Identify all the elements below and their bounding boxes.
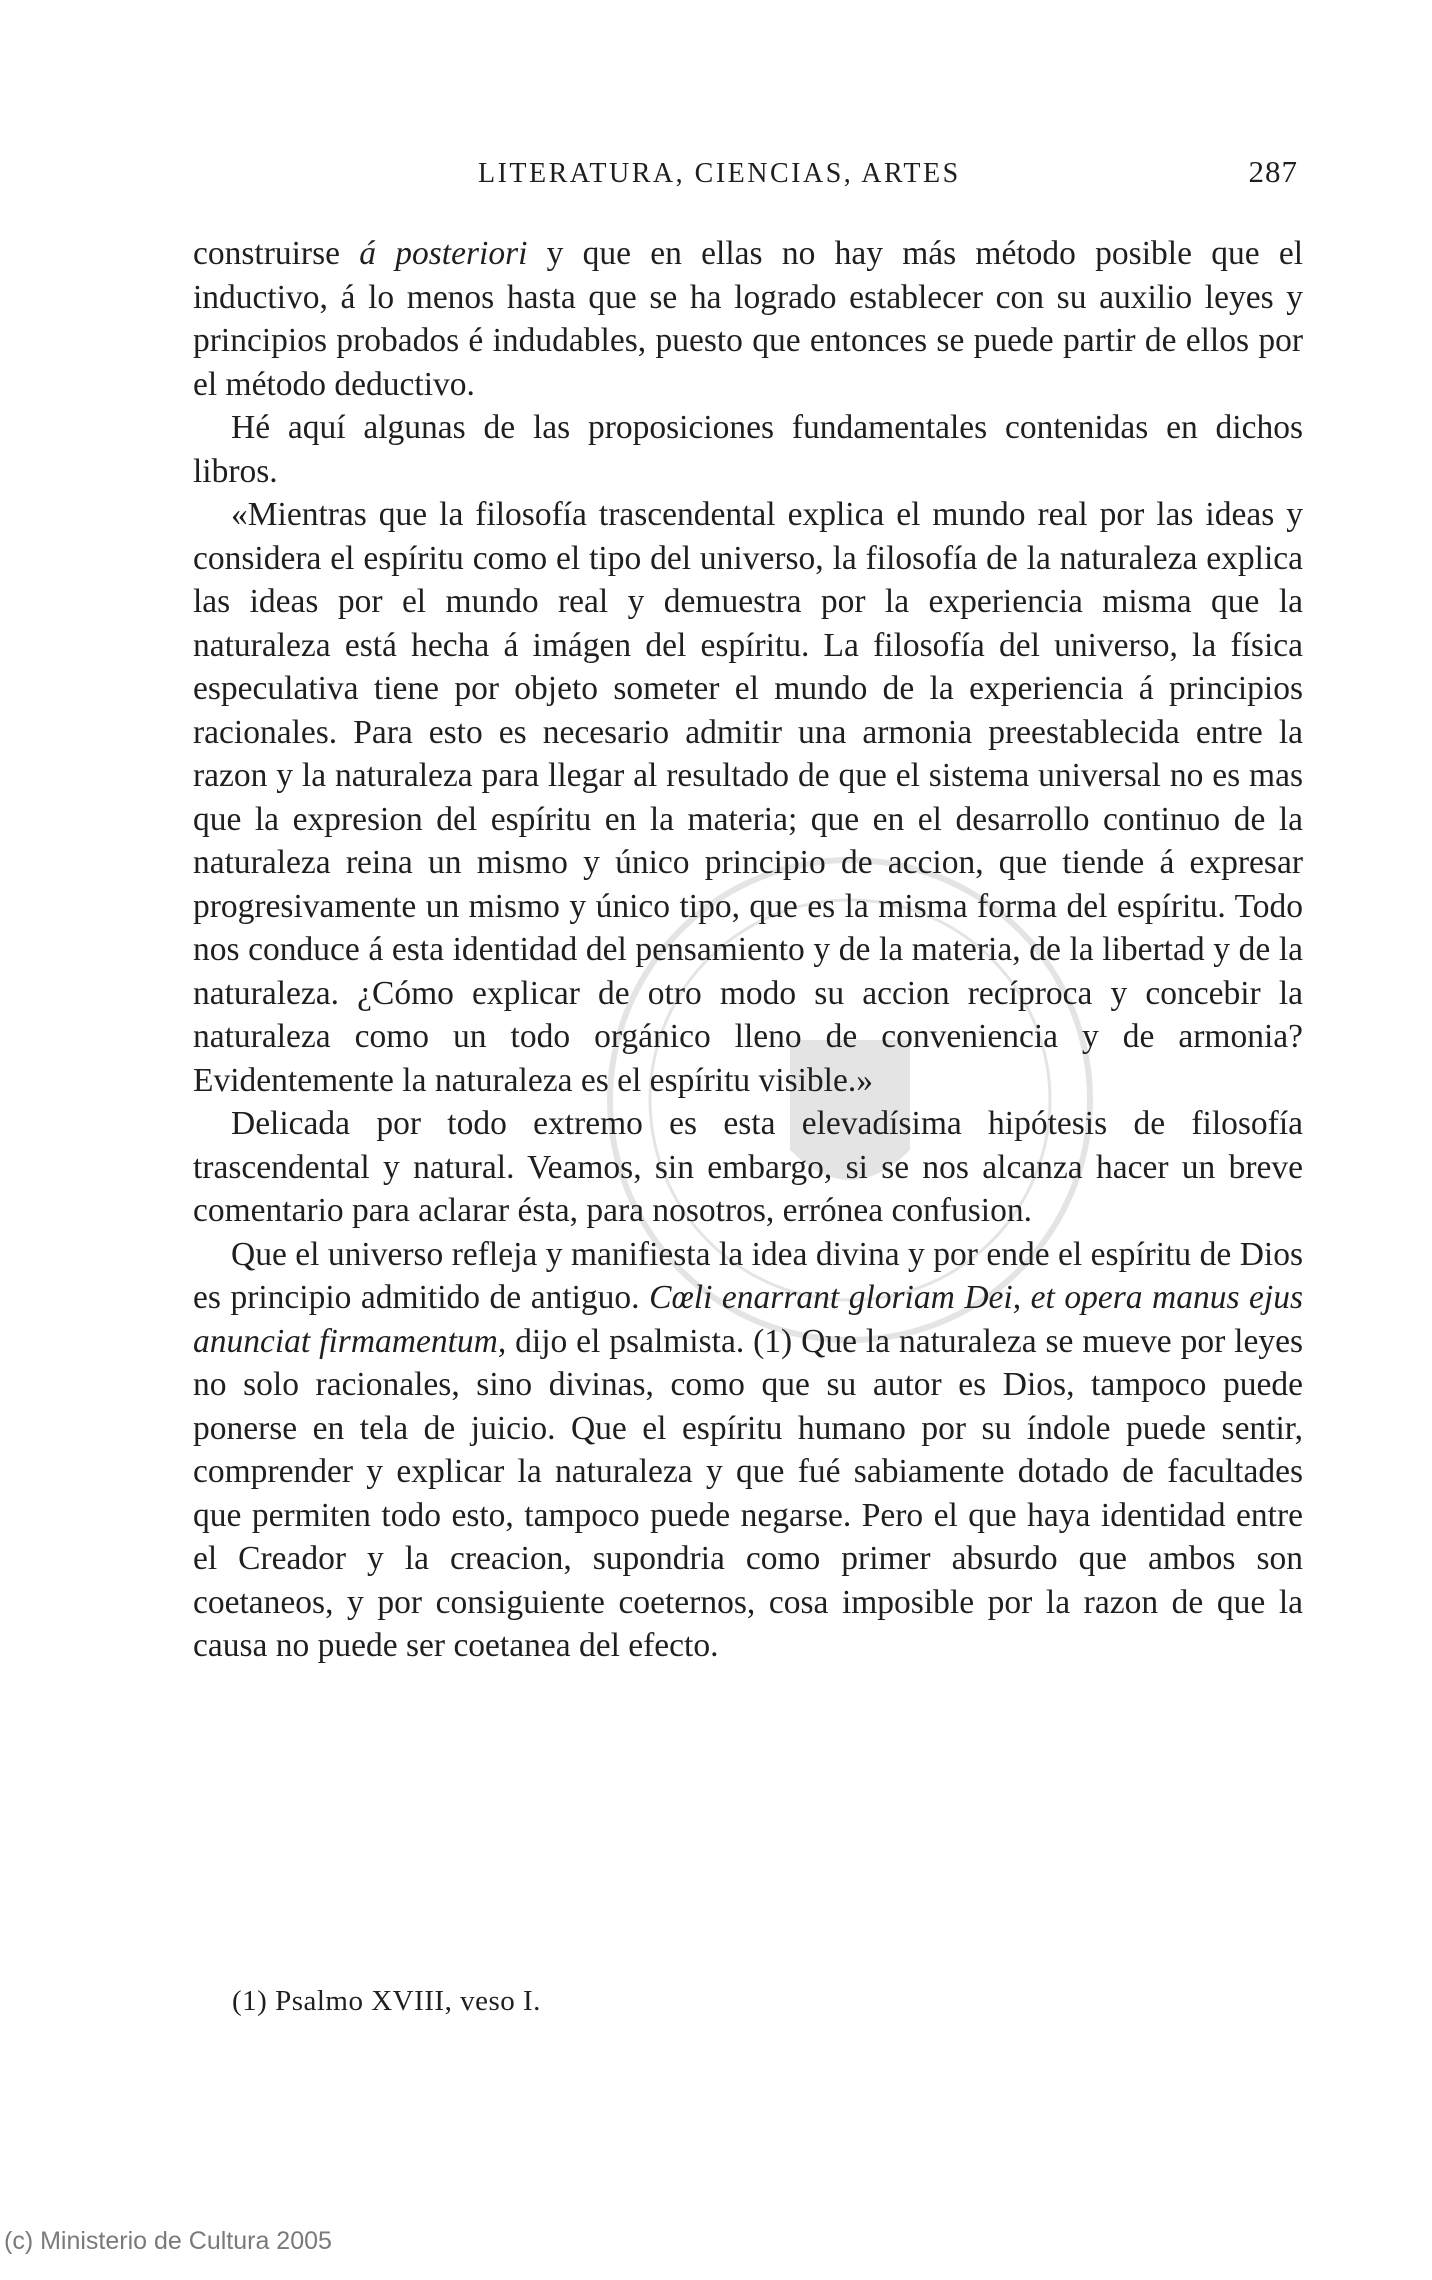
paragraph-3-quotation: «Mientras que la filosofía trascendental explica el mundo real por las ideas y considera el espíritu como el tipo del universo, la filosofía de la naturaleza explica las ideas por el mundo real y demuestra por la experiencia misma que la naturaleza está hecha á imágen del espíritu. La filosofía del universo, la física especulativa tiene por objeto someter el mundo de la experiencia á principios racionales. Para esto es necesario admitir una armonia preestablecida entre la razon y la naturaleza para llegar al resultado de que el sistema universal no es mas que la expresion del espíritu en la materia; que en el desarrollo continuo de la naturaleza reina un mismo y único principio de accion, que tiende á expresar progresivamente un mismo y único tipo, que es la misma forma del espíritu. Todo nos conduce á esta identidad del pensamiento y de la materia, de la libertad y de la naturaleza. ¿Cómo explicar de otro modo su accion recíproca y concebir la naturaleza como un todo orgánico lleno de conveniencia y de armonia? Evidentemente la naturaleza es el espíritu visible.» (193, 496, 1303, 1099)
paragraph-5: Que el universo refleja y manifiesta la idea divina y por ende el espíritu de Dios es principio admitido de antiguo. Cœli enarrant gloriam Dei, et opera manus ejus anunciat firmamentum, dijo el psalmista. (1) Que la naturaleza se mueve por leyes no solo racionales, sino divinas, como que su autor es Dios, tampoco puede ponerse en tela de juicio. Que el espíritu humano por su índole puede sentir, comprender y explicar la naturaleza y que fué sabiamente dotado de facultades que permiten todo esto, tampoco puede negarse. Pero el que haya identidad entre el Creador y la creacion, supondria como primer absurdo que ambos son coetaneos, y por consiguiente coeternos, cosa imposible por la razon de que la causa no puede ser coetanea del efecto. (193, 1235, 1304, 1664)
paragraph-4: Delicada por todo extremo es esta elevadísima hipótesis de filosofía trascendental y natural. Veamos, sin embargo, si se nos alcanza hacer un breve comentario para aclarar ésta, para nosotros, errónea confusion. (193, 1105, 1303, 1229)
running-title: LITERATURA, CIENCIAS, ARTES (478, 158, 961, 189)
paragraph-2: Hé aquí algunas de las proposiciones fundamentales contenidas en dichos libros. (193, 409, 1303, 490)
latin-quotation: Cœli enarrant gloriam Dei, et opera manus ejus anunciat firmamentum, (193, 1279, 1303, 1360)
running-header (195, 154, 1298, 198)
copyright-notice: (c) Ministerio de Cultura 2005 (4, 2227, 332, 2255)
italic-phrase: á posteriori (359, 235, 528, 272)
page-number: 287 (1248, 154, 1298, 189)
paragraph-1: construirse á posteriori y que en ellas no hay más método posible que el inductivo, á lo menos hasta que se ha logrado establecer con su auxilio leyes y principios probados é indudables, puesto que entonces se puede partir de ellos por el método deductivo. (193, 235, 1303, 403)
footnote: (1) Psalmo XVIII, veso I. (232, 1985, 541, 2017)
body-text (193, 232, 1303, 1668)
